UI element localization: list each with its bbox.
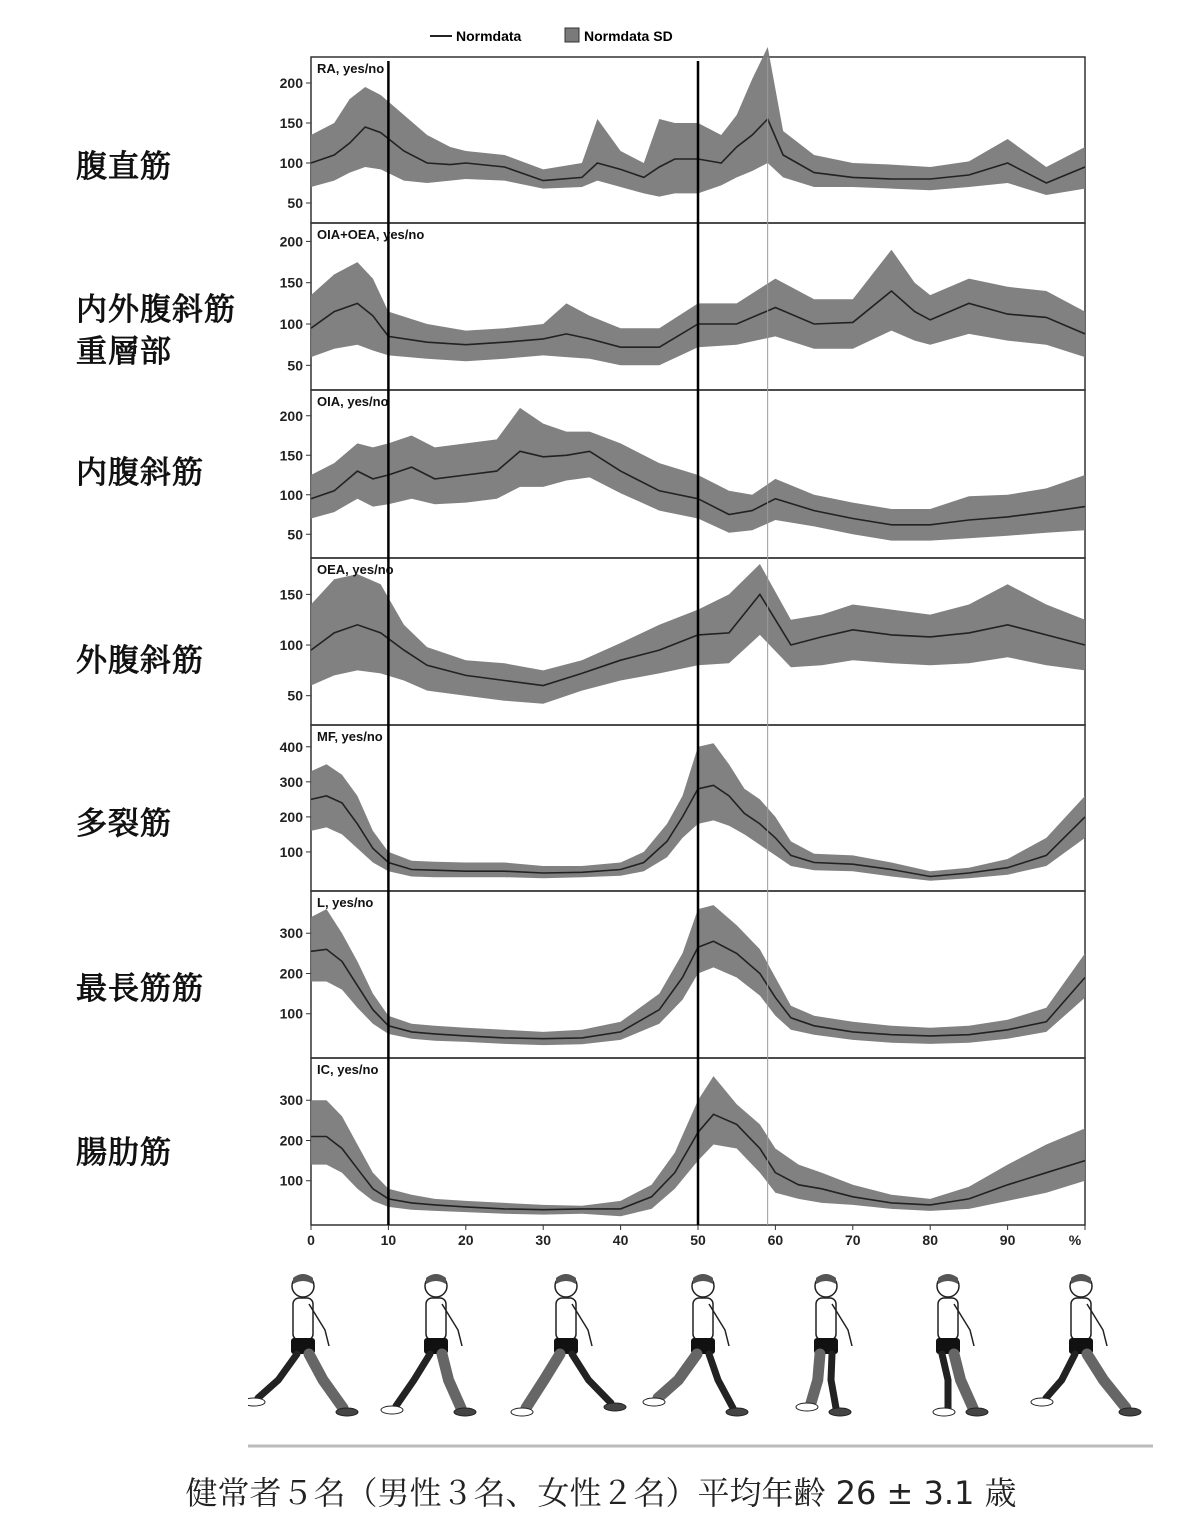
figure-leg-left	[258, 1354, 297, 1398]
panel	[280, 891, 1085, 1058]
figure-leg-right	[309, 1354, 343, 1408]
y-tick-label: 50	[287, 357, 303, 374]
y-tick-label: 400	[279, 738, 303, 755]
figure-leg-right	[709, 1354, 733, 1408]
walking-figure	[933, 1274, 988, 1416]
y-tick-label: 150	[279, 274, 303, 291]
muscle-label-line: 内外腹斜筋	[76, 292, 236, 328]
figure-foot	[643, 1398, 665, 1406]
panel-label: OIA+OEA, yes/no	[317, 227, 425, 242]
panel-label: OEA, yes/no	[317, 562, 394, 577]
x-tick-label: 10	[380, 1232, 397, 1248]
walking-figure	[511, 1274, 626, 1416]
x-tick-label: 90	[999, 1232, 1016, 1248]
x-tick-label: 50	[690, 1232, 706, 1248]
muscle-label-rectus-abdominis	[76, 146, 172, 188]
figure-foot	[248, 1398, 265, 1406]
figure-foot	[829, 1408, 851, 1416]
figure-foot	[966, 1408, 988, 1416]
muscle-label-line: 腹直筋	[76, 149, 172, 185]
muscle-label-internal-oblique	[76, 452, 204, 494]
x-tick-label: 20	[458, 1232, 474, 1248]
x-tick-label: 0	[307, 1232, 315, 1248]
x-tick-label: %	[1068, 1232, 1082, 1248]
panel	[280, 47, 1085, 223]
figure-leg-left	[1046, 1354, 1075, 1398]
y-tick-label: 300	[279, 773, 303, 790]
y-tick-label: 100	[279, 637, 303, 654]
panel-label: IC, yes/no	[317, 1062, 379, 1077]
muscle-label-line: 重層部	[76, 334, 172, 370]
panel	[280, 725, 1085, 891]
walking-figure	[1031, 1274, 1141, 1416]
figure-leg-right	[442, 1354, 461, 1408]
muscle-label-external-oblique	[76, 640, 204, 682]
walking-figure	[381, 1274, 476, 1416]
figure-foot	[454, 1408, 476, 1416]
y-tick-label: 50	[287, 195, 303, 211]
figure-foot	[796, 1403, 818, 1411]
figure-foot	[933, 1408, 955, 1416]
y-tick-label: 50	[287, 526, 303, 543]
x-tick-label: 30	[535, 1232, 551, 1248]
y-tick-label: 300	[279, 1092, 303, 1109]
x-tick-label: 80	[922, 1232, 938, 1248]
y-tick-label: 200	[279, 407, 303, 424]
legend-band-label: Normdata SD	[584, 28, 673, 44]
y-tick-label: 150	[279, 115, 303, 131]
muscle-label-longissimus	[76, 968, 204, 1010]
y-tick-label: 100	[279, 486, 303, 503]
y-tick-label: 300	[279, 925, 303, 942]
y-tick-label: 200	[279, 1132, 303, 1149]
walking-figure	[796, 1274, 852, 1416]
walking-figure	[248, 1274, 358, 1416]
figure-leg-right	[831, 1354, 836, 1408]
panels	[280, 47, 1085, 1225]
figure-leg-left	[658, 1354, 697, 1398]
figure-leg-left	[942, 1354, 948, 1408]
figure-foot	[604, 1403, 626, 1411]
panel	[280, 558, 1085, 725]
legend-line-label: Normdata	[456, 28, 522, 44]
caption: 健常者５名（男性３名、女性２名）平均年齢 26 ± 3.1 歳	[185, 1474, 1017, 1512]
y-tick-label: 100	[279, 1005, 303, 1022]
legend-band-swatch	[565, 28, 579, 42]
figure-leg-left	[526, 1354, 560, 1408]
panel	[280, 1058, 1085, 1225]
x-tick-label: 70	[845, 1232, 861, 1248]
panel	[280, 390, 1085, 558]
figure-foot	[726, 1408, 748, 1416]
panel-label: RA, yes/no	[317, 61, 385, 76]
muscle-label-line: 最長筋筋	[76, 971, 204, 1007]
muscle-label-line: 腸肋筋	[76, 1135, 172, 1171]
y-tick-label: 100	[279, 1172, 303, 1189]
x-tick-label: 40	[612, 1232, 629, 1248]
figure-foot	[511, 1408, 533, 1416]
muscle-label-line: 内腹斜筋	[76, 455, 204, 491]
muscle-label-multifidus	[76, 803, 172, 845]
legend	[430, 28, 673, 44]
x-axis	[307, 1225, 1085, 1248]
panel-label: OIA, yes/no	[317, 394, 389, 409]
y-tick-label: 150	[279, 447, 303, 464]
y-tick-label: 200	[279, 233, 303, 250]
walking-figure	[643, 1274, 748, 1416]
figure-foot	[336, 1408, 358, 1416]
muscle-label-oblique-overlap	[76, 289, 236, 373]
panel-label: MF, yes/no	[317, 729, 383, 744]
y-tick-label: 50	[287, 687, 303, 704]
panel	[280, 223, 1085, 390]
y-tick-label: 100	[279, 155, 303, 171]
figure-foot	[381, 1406, 403, 1414]
y-tick-label: 200	[279, 75, 303, 91]
muscle-label-iliocostalis	[76, 1132, 172, 1174]
y-tick-label: 200	[279, 808, 303, 825]
y-tick-label: 150	[279, 586, 303, 603]
gait-cycle-figures	[248, 1268, 1153, 1458]
y-tick-label: 200	[279, 965, 303, 982]
figure-leg-left	[811, 1354, 820, 1403]
figure-foot	[1031, 1398, 1053, 1406]
figure-leg-right	[954, 1354, 973, 1408]
figure-foot	[1119, 1408, 1141, 1416]
muscle-label-line: 外腹斜筋	[76, 643, 204, 679]
x-tick-label: 60	[767, 1232, 784, 1248]
muscle-label-line: 多裂筋	[76, 806, 172, 842]
figure-leg-right	[1087, 1354, 1126, 1408]
figure-leg-left	[396, 1354, 430, 1406]
y-tick-label: 100	[279, 843, 303, 860]
panel-label: L, yes/no	[317, 895, 374, 910]
y-tick-label: 100	[279, 316, 303, 333]
figure-leg-right	[572, 1354, 611, 1403]
